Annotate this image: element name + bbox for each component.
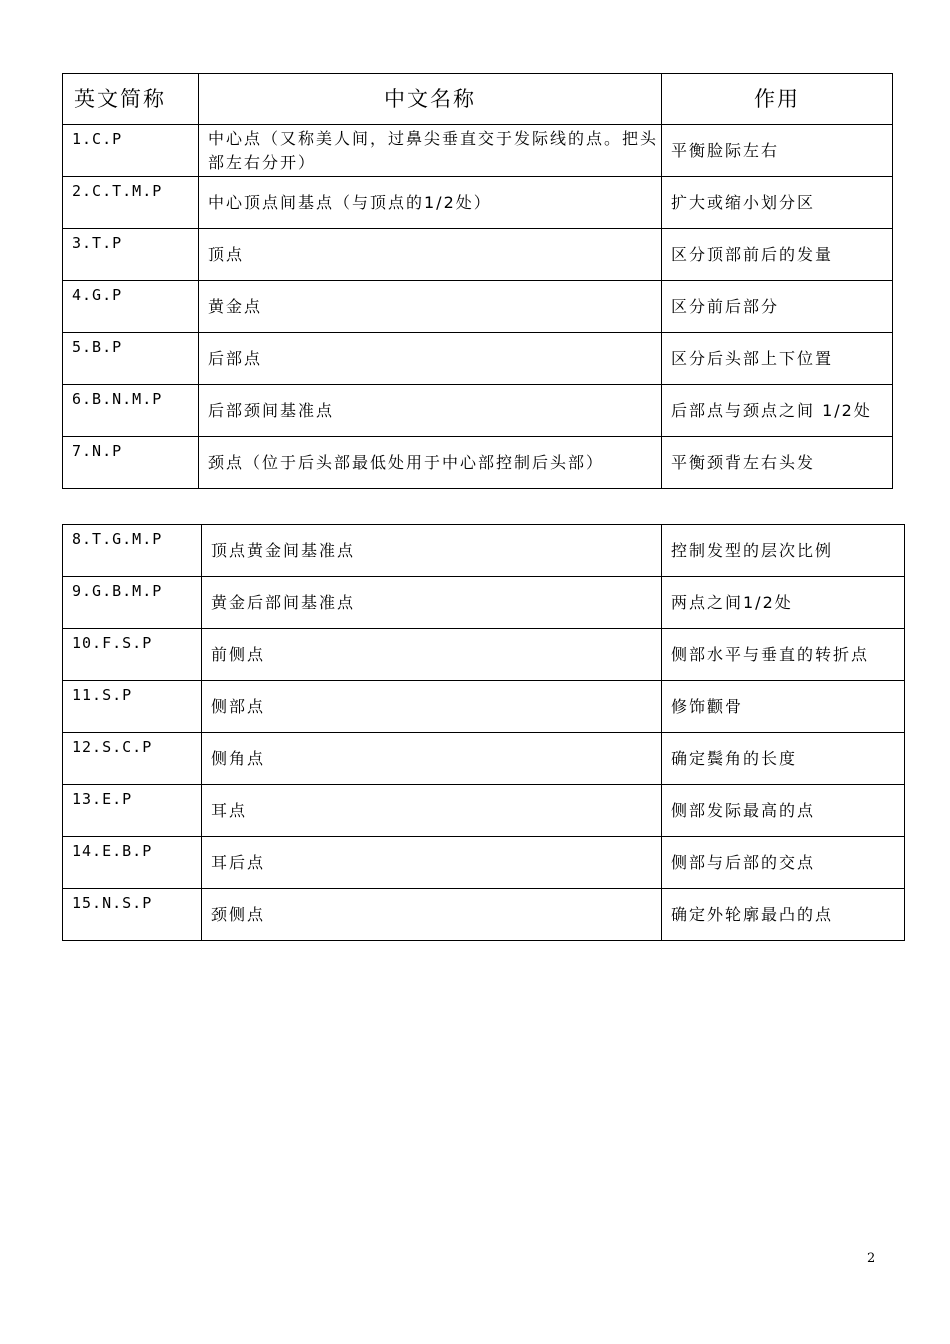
table-header-row (63, 74, 893, 125)
cell-chinese-name: 前侧点 (202, 629, 662, 681)
cell-chinese-name: 耳点 (202, 785, 662, 837)
cell-english-abbr: 5.B.P (63, 333, 199, 385)
cell-chinese-name: 后部点 (199, 333, 662, 385)
cell-english-abbr: 11.S.P (63, 681, 202, 733)
cell-english-abbr: 1.C.P (63, 125, 199, 177)
cell-english-abbr: 9.G.B.M.P (63, 577, 202, 629)
page-number: 2 (867, 1251, 876, 1266)
cell-function: 侧部发际最高的点 (662, 785, 905, 837)
cell-chinese-name: 黄金后部间基准点 (202, 577, 662, 629)
cell-chinese-name: 颈点（位于后头部最低处用于中心部控制后头部） (199, 437, 662, 489)
cell-function: 区分后头部上下位置 (662, 333, 893, 385)
table-row (63, 577, 905, 629)
hair-points-table-2 (62, 524, 905, 941)
cell-function: 区分前后部分 (662, 281, 893, 333)
table-row (63, 333, 893, 385)
cell-function: 两点之间1/2处 (662, 577, 905, 629)
cell-chinese-name: 中心顶点间基点（与顶点的1/2处） (199, 177, 662, 229)
table-row (63, 229, 893, 281)
cell-english-abbr: 10.F.S.P (63, 629, 202, 681)
cell-function: 修饰颧骨 (662, 681, 905, 733)
cell-function: 控制发型的层次比例 (662, 525, 905, 577)
table-row (63, 125, 893, 177)
cell-english-abbr: 12.S.C.P (63, 733, 202, 785)
cell-function: 平衡颈背左右头发 (662, 437, 893, 489)
cell-english-abbr: 15.N.S.P (63, 889, 202, 941)
cell-function: 侧部水平与垂直的转折点 (662, 629, 905, 681)
table-row (63, 681, 905, 733)
cell-english-abbr: 6.B.N.M.P (63, 385, 199, 437)
table-row (63, 837, 905, 889)
cell-chinese-name: 颈侧点 (202, 889, 662, 941)
cell-english-abbr: 7.N.P (63, 437, 199, 489)
table-row (63, 281, 893, 333)
header-function: 作用 (662, 74, 893, 125)
cell-chinese-name: 顶点 (199, 229, 662, 281)
table-row (63, 437, 893, 489)
cell-english-abbr: 3.T.P (63, 229, 199, 281)
cell-chinese-name: 黄金点 (199, 281, 662, 333)
hair-points-table-1 (62, 73, 893, 489)
cell-chinese-name: 侧部点 (202, 681, 662, 733)
cell-chinese-name: 后部颈间基准点 (199, 385, 662, 437)
cell-function: 侧部与后部的交点 (662, 837, 905, 889)
table-row (63, 629, 905, 681)
cell-function: 确定外轮廓最凸的点 (662, 889, 905, 941)
cell-english-abbr: 8.T.G.M.P (63, 525, 202, 577)
header-chinese-name: 中文名称 (199, 74, 662, 125)
table-row (63, 385, 893, 437)
cell-english-abbr: 14.E.B.P (63, 837, 202, 889)
cell-chinese-name: 耳后点 (202, 837, 662, 889)
table-row (63, 785, 905, 837)
cell-function: 平衡脸际左右 (662, 125, 893, 177)
cell-chinese-name: 顶点黄金间基准点 (202, 525, 662, 577)
cell-function: 区分顶部前后的发量 (662, 229, 893, 281)
cell-function: 后部点与颈点之间 1/2处 (662, 385, 893, 437)
cell-function: 确定鬓角的长度 (662, 733, 905, 785)
table-row (63, 525, 905, 577)
cell-english-abbr: 4.G.P (63, 281, 199, 333)
cell-english-abbr: 2.C.T.M.P (63, 177, 199, 229)
table-row (63, 889, 905, 941)
cell-chinese-name: 侧角点 (202, 733, 662, 785)
cell-function: 扩大或缩小划分区 (662, 177, 893, 229)
table-row (63, 177, 893, 229)
cell-chinese-name: 中心点（又称美人间，过鼻尖垂直交于发际线的点。把头部左右分开） (199, 125, 662, 177)
cell-english-abbr: 13.E.P (63, 785, 202, 837)
table-row (63, 733, 905, 785)
header-english-abbr: 英文简称 (63, 74, 199, 125)
